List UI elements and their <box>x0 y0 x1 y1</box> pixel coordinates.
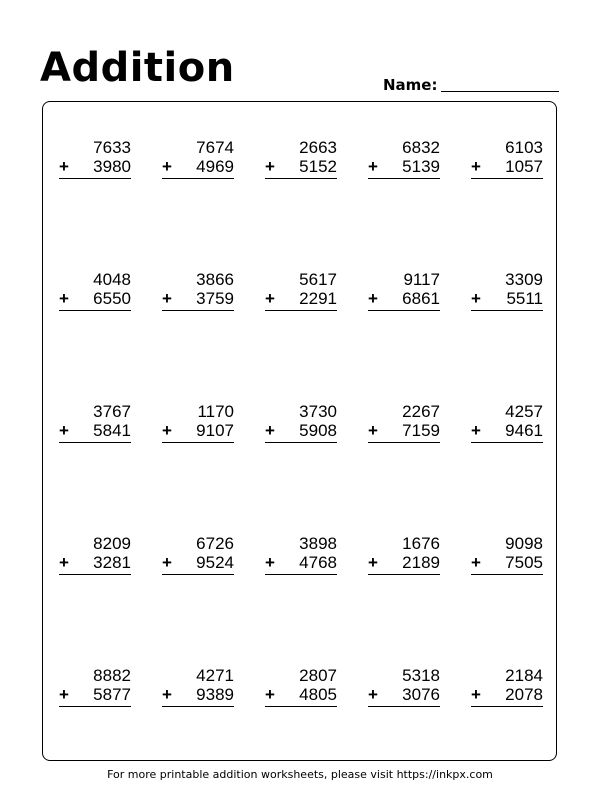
addition-problem <box>368 534 440 578</box>
bottom-addend: 9524 <box>196 553 234 572</box>
top-addend: 2807 <box>299 666 337 685</box>
bottom-addend: 5908 <box>299 421 337 440</box>
addition-problem <box>368 666 440 710</box>
addition-problem <box>471 534 543 578</box>
name-field[interactable] <box>383 74 559 94</box>
answer-line <box>368 574 440 575</box>
addition-problem <box>162 666 234 710</box>
addition-problem <box>471 402 543 446</box>
plus-sign: + <box>368 289 378 308</box>
top-addend: 1676 <box>402 534 440 553</box>
bottom-addend: 5841 <box>93 421 131 440</box>
top-addend: 8209 <box>93 534 131 553</box>
addition-problem <box>265 534 337 578</box>
top-addend: 2663 <box>299 138 337 157</box>
bottom-addend: 3980 <box>93 157 131 176</box>
plus-sign: + <box>265 157 275 176</box>
bottom-addend: 9461 <box>505 421 543 440</box>
answer-line <box>265 442 337 443</box>
plus-sign: + <box>265 685 275 704</box>
answer-line <box>265 706 337 707</box>
top-addend: 4048 <box>93 270 131 289</box>
answer-line <box>368 706 440 707</box>
answer-line <box>59 574 131 575</box>
footer-note: For more printable addition worksheets, please visit https://inkpx.com <box>107 768 493 781</box>
addition-problem <box>265 138 337 182</box>
addition-problem <box>162 534 234 578</box>
plus-sign: + <box>471 157 481 176</box>
top-addend: 4257 <box>505 402 543 421</box>
top-addend: 2184 <box>505 666 543 685</box>
addition-problem <box>162 402 234 446</box>
problem-grid <box>43 102 556 760</box>
addition-problem <box>368 402 440 446</box>
answer-line <box>368 178 440 179</box>
addition-problem <box>265 402 337 446</box>
answer-line <box>59 178 131 179</box>
answer-line <box>265 310 337 311</box>
addition-problem <box>471 270 543 314</box>
bottom-addend: 3076 <box>402 685 440 704</box>
bottom-addend: 6550 <box>93 289 131 308</box>
answer-line <box>471 574 543 575</box>
top-addend: 3730 <box>299 402 337 421</box>
answer-line <box>471 706 543 707</box>
name-label: Name: <box>383 76 438 94</box>
addition-problem <box>59 402 131 446</box>
plus-sign: + <box>265 289 275 308</box>
bottom-addend: 2189 <box>402 553 440 572</box>
bottom-addend: 1057 <box>505 157 543 176</box>
bottom-addend: 4768 <box>299 553 337 572</box>
answer-line <box>162 310 234 311</box>
top-addend: 5617 <box>299 270 337 289</box>
addition-problem <box>59 534 131 578</box>
answer-line <box>59 442 131 443</box>
plus-sign: + <box>59 553 69 572</box>
addition-problem <box>368 138 440 182</box>
plus-sign: + <box>59 289 69 308</box>
top-addend: 3866 <box>196 270 234 289</box>
addition-problem <box>59 270 131 314</box>
answer-line <box>368 442 440 443</box>
plus-sign: + <box>471 685 481 704</box>
plus-sign: + <box>59 157 69 176</box>
bottom-addend: 4969 <box>196 157 234 176</box>
plus-sign: + <box>265 553 275 572</box>
answer-line <box>471 310 543 311</box>
top-addend: 2267 <box>402 402 440 421</box>
plus-sign: + <box>471 421 481 440</box>
addition-problem <box>265 270 337 314</box>
bottom-addend: 5877 <box>93 685 131 704</box>
top-addend: 6726 <box>196 534 234 553</box>
top-addend: 9117 <box>403 270 440 289</box>
top-addend: 3898 <box>299 534 337 553</box>
bottom-addend: 9107 <box>196 421 234 440</box>
answer-line <box>368 310 440 311</box>
top-addend: 1170 <box>197 402 234 421</box>
answer-line <box>471 178 543 179</box>
top-addend: 3309 <box>505 270 543 289</box>
page-title: Addition <box>40 45 235 91</box>
worksheet-frame <box>42 101 557 761</box>
addition-problem <box>368 270 440 314</box>
bottom-addend: 9389 <box>196 685 234 704</box>
answer-line <box>162 706 234 707</box>
plus-sign: + <box>162 157 172 176</box>
answer-line <box>162 442 234 443</box>
addition-problem <box>162 270 234 314</box>
bottom-addend: 5152 <box>299 157 337 176</box>
plus-sign: + <box>59 685 69 704</box>
top-addend: 7633 <box>93 138 131 157</box>
plus-sign: + <box>368 421 378 440</box>
plus-sign: + <box>471 289 481 308</box>
answer-line <box>162 574 234 575</box>
plus-sign: + <box>59 421 69 440</box>
top-addend: 7674 <box>196 138 234 157</box>
top-addend: 9098 <box>505 534 543 553</box>
addition-problem <box>59 138 131 182</box>
answer-line <box>265 178 337 179</box>
top-addend: 6832 <box>402 138 440 157</box>
addition-problem <box>471 138 543 182</box>
addition-problem <box>471 666 543 710</box>
bottom-addend: 2291 <box>299 289 337 308</box>
plus-sign: + <box>162 685 172 704</box>
plus-sign: + <box>265 421 275 440</box>
bottom-addend: 7505 <box>505 553 543 572</box>
plus-sign: + <box>162 289 172 308</box>
answer-line <box>471 442 543 443</box>
bottom-addend: 2078 <box>505 685 543 704</box>
bottom-addend: 7159 <box>402 421 440 440</box>
addition-problem <box>265 666 337 710</box>
answer-line <box>265 574 337 575</box>
answer-line <box>59 310 131 311</box>
plus-sign: + <box>368 685 378 704</box>
answer-line <box>59 706 131 707</box>
top-addend: 8882 <box>93 666 131 685</box>
bottom-addend: 3759 <box>196 289 234 308</box>
top-addend: 4271 <box>196 666 234 685</box>
plus-sign: + <box>162 553 172 572</box>
addition-problem <box>59 666 131 710</box>
bottom-addend: 3281 <box>93 553 131 572</box>
top-addend: 5318 <box>402 666 440 685</box>
name-blank-line[interactable] <box>441 90 559 92</box>
bottom-addend: 5139 <box>402 157 440 176</box>
bottom-addend: 6861 <box>402 289 440 308</box>
plus-sign: + <box>368 157 378 176</box>
bottom-addend: 4805 <box>299 685 337 704</box>
top-addend: 3767 <box>93 402 131 421</box>
answer-line <box>162 178 234 179</box>
top-addend: 6103 <box>505 138 543 157</box>
plus-sign: + <box>368 553 378 572</box>
plus-sign: + <box>471 553 481 572</box>
plus-sign: + <box>162 421 172 440</box>
addition-problem <box>162 138 234 182</box>
bottom-addend: 5511 <box>506 289 543 308</box>
